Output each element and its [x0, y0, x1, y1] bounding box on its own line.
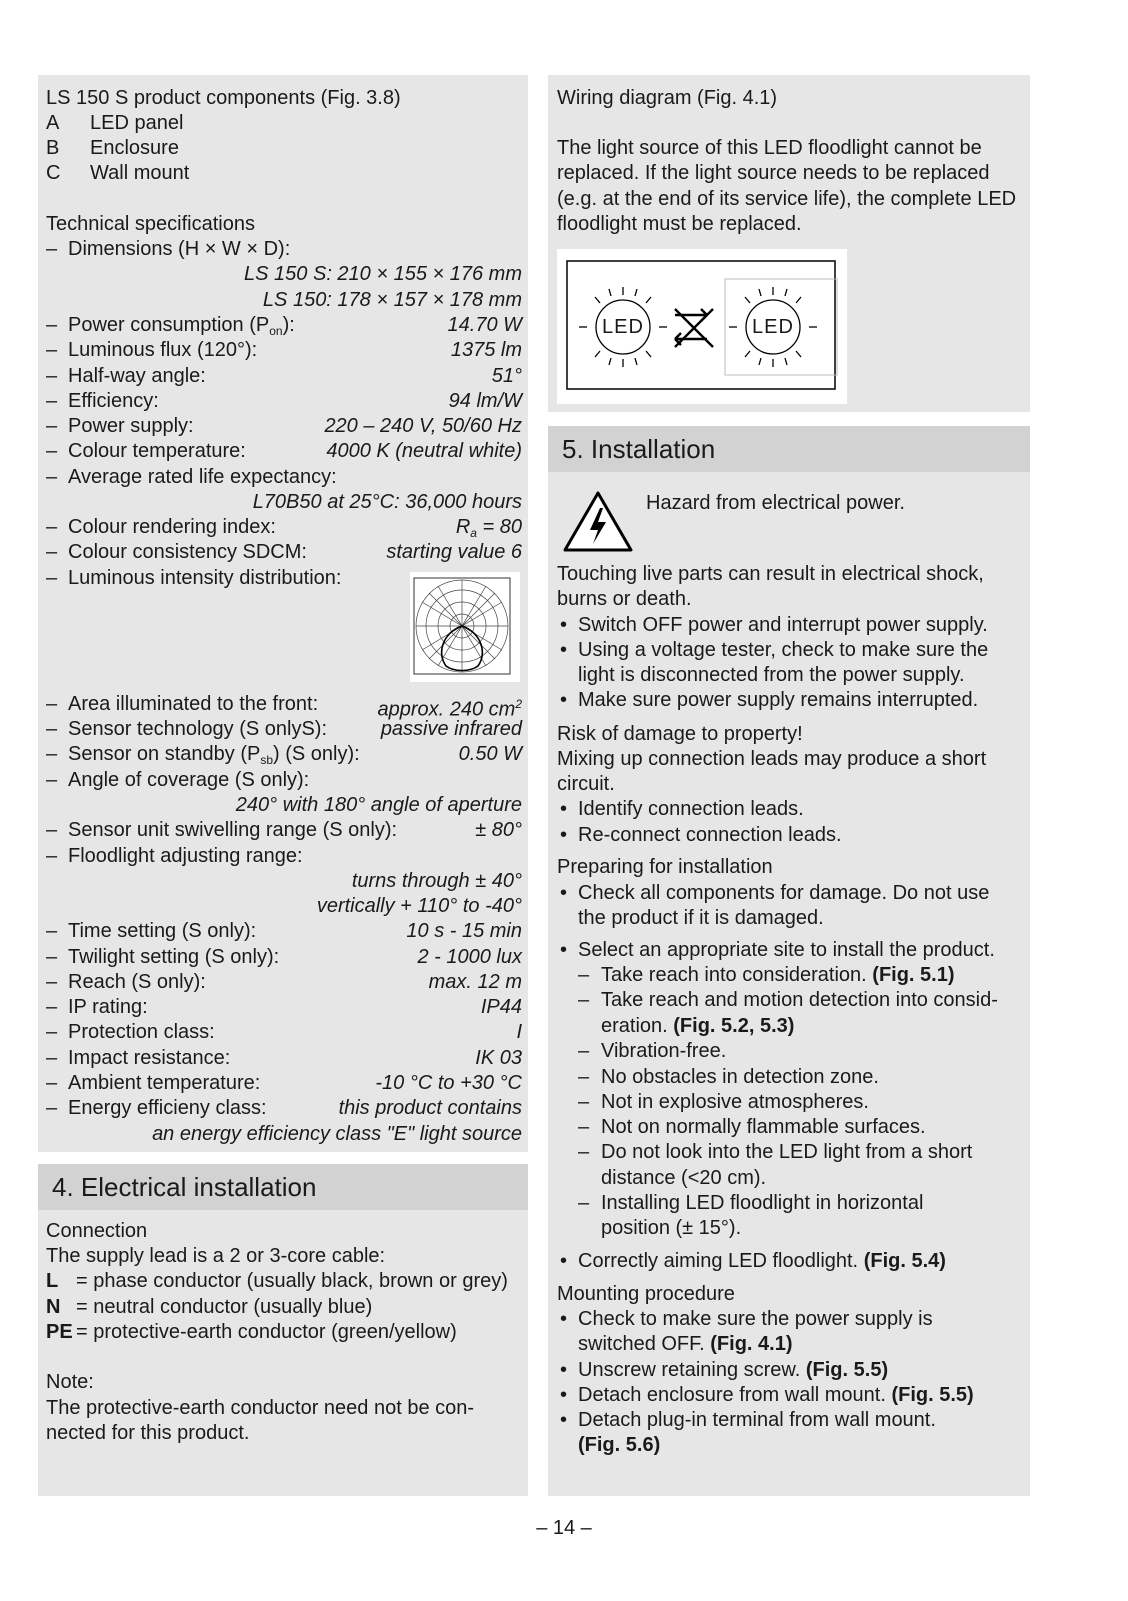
prep-sub-3: Vibration-free. [601, 1040, 727, 1062]
spec-ambient-label: Ambient temperature: [68, 1072, 261, 1094]
luminous-distribution-diagram [410, 572, 520, 682]
note-line-2: nected for this product. [46, 1422, 250, 1444]
spec-dash: – [46, 1021, 58, 1043]
spec-reach-label: Reach (S only): [68, 971, 206, 993]
bullet: • [560, 614, 568, 636]
component-label-c: Wall mount [90, 162, 190, 184]
mount-bullet-2-text: Unscrew retaining screw. [578, 1359, 806, 1381]
power-label-text: Power consumption (P [68, 314, 270, 336]
sub-dash: – [578, 1192, 590, 1214]
spec-swivel-value: ± 80° [475, 819, 522, 841]
sub-dash: – [578, 1066, 590, 1088]
risk-bullet-1: Identify connection leads. [578, 798, 804, 820]
spec-dash: – [46, 567, 58, 589]
prep-bullet-1-l1: Check all components for damage. Do not use [578, 882, 990, 904]
spec-life-value: L70B50 at 25°C: 36,000 hours [252, 491, 522, 513]
prep-sub-2-l1: Take reach and motion detection into consid- [601, 989, 998, 1011]
led-label-right: LED [752, 316, 794, 338]
prep-sub-1-text: Take reach into consideration. [601, 964, 873, 986]
spec-efficiency-label: Efficiency: [68, 390, 159, 412]
spec-colour-temp-label: Colour temperature: [68, 440, 246, 462]
spec-dash: – [46, 365, 58, 387]
spec-halfway-value: 51° [491, 365, 522, 387]
spec-dash: – [46, 743, 58, 765]
spec-dash: – [46, 314, 58, 336]
prep-bullet-1-l2: the product if it is damaged. [578, 907, 824, 929]
spec-distribution-label: Luminous intensity distribution: [68, 567, 342, 589]
spec-dash: – [46, 946, 58, 968]
spec-twilight-value: 2 - 1000 lux [417, 946, 522, 968]
hazard-line-2: burns or death. [557, 588, 692, 610]
conductor-code-n: N [46, 1296, 61, 1318]
spec-dash: – [46, 339, 58, 361]
spec-dimensions-value: LS 150: 178 × 157 × 178 mm [262, 289, 522, 311]
prep-sub-2-l2 [601, 1014, 794, 1038]
prep-sub-5: Not in explosive atmospheres. [601, 1091, 869, 1113]
hazard-bullet-2-l2: light is disconnected from the power supply. [578, 664, 965, 686]
spec-time-value: 10 s - 15 min [406, 920, 522, 942]
prep-sub-8-l1: Installing LED floodlight in horizontal [601, 1192, 924, 1214]
power-label-sub: on [269, 324, 283, 338]
risk-line-1: Mixing up connection leads may produce a short [557, 748, 987, 770]
mount-bullet-1-l2 [578, 1332, 793, 1356]
spec-flux-label: Luminous flux (120°): [68, 339, 258, 361]
prep-sub-1-ref: (Fig. 5.1) [872, 964, 955, 986]
wiring-line-3: (e.g. at the end of its service life), the complete LED [557, 188, 1017, 210]
spec-adjust-label: Floodlight adjusting range: [68, 845, 303, 867]
spec-sdcm-label: Colour consistency SDCM: [68, 541, 307, 563]
led-replacement-icon [557, 249, 847, 404]
spec-dimensions-s-value: LS 150 S: 210 × 155 × 176 mm [244, 263, 522, 285]
spec-adjust-value-2: vertically + 110° to -40° [316, 895, 522, 917]
conductor-code-l: L [46, 1270, 59, 1292]
sub-dash: – [578, 1141, 590, 1163]
component-letter-c: C [46, 162, 61, 184]
mount-bullet-2-ref: (Fig. 5.5) [805, 1359, 889, 1381]
spec-dash: – [46, 390, 58, 412]
mount-bullet-3-ref: (Fig. 5.5) [891, 1384, 974, 1406]
note-line-1: The protective-earth conductor need not be con- [46, 1397, 475, 1419]
hazard-bullet-2-l1: Using a voltage tester, check to make sure the [578, 639, 989, 661]
spec-twilight-label: Twilight setting (S only): [68, 946, 280, 968]
spec-dimensions-label: Dimensions (H × W × D): [68, 238, 291, 260]
prep-sub-6: Not on normally flammable surfaces. [601, 1116, 926, 1138]
cri-end: = 80 [476, 516, 522, 538]
spec-dash: – [46, 1072, 58, 1094]
sub-dash: – [578, 989, 590, 1011]
note-title: Note: [46, 1371, 94, 1393]
bullet: • [560, 939, 568, 961]
standby-sub: sb [260, 753, 274, 767]
spec-time-label: Time setting (S only): [68, 920, 257, 942]
spec-dash: – [46, 238, 58, 260]
conductor-code-pe: PE [46, 1321, 73, 1343]
components-title: LS 150 S product components (Fig. 3.8) [46, 87, 401, 109]
spec-area-label: Area illuminated to the front: [68, 693, 319, 715]
spec-impact-value: IK 03 [475, 1047, 522, 1069]
led-not-replaceable-diagram [557, 249, 847, 404]
component-label-a: LED panel [90, 112, 184, 134]
spec-coverage-label: Angle of coverage (S only): [68, 769, 310, 791]
spec-adjust-value-1: turns through ± 40° [351, 870, 522, 892]
mount-bullet-2 [578, 1358, 888, 1382]
mount-bullet-1-l1: Check to make sure the power supply is [578, 1308, 933, 1330]
spec-dash: – [46, 516, 58, 538]
prep-sub-4: No obstacles in detection zone. [601, 1066, 879, 1088]
area-sup: 2 [515, 697, 522, 711]
spec-colour-temp-value: 4000 K (neutral white) [326, 440, 522, 462]
spec-dash: – [46, 1047, 58, 1069]
specs-title: Technical specifications [46, 213, 255, 235]
mount-bullet-4: Detach plug-in terminal from wall mount. [578, 1409, 936, 1431]
mount-title: Mounting procedure [557, 1283, 735, 1305]
hazard-warning-icon [562, 490, 634, 554]
installation-heading: 5. Installation [548, 426, 1030, 472]
spec-dash: – [46, 466, 58, 488]
mount-bullet-4-ref: (Fig. 5.6) [578, 1434, 661, 1456]
spec-halfway-label: Half-way angle: [68, 365, 206, 387]
page-number: – 14 – [536, 1517, 592, 1539]
hazard-line-1: Touching live parts can result in electrical shock, [557, 563, 984, 585]
prep-sub-1 [601, 963, 955, 987]
component-letter-a: A [46, 112, 60, 134]
spec-dash: – [46, 845, 58, 867]
wiring-title: Wiring diagram (Fig. 4.1) [557, 87, 778, 109]
hazard-bullet-1: Switch OFF power and interrupt power supply. [578, 614, 988, 636]
hazard-title: Hazard from electrical power. [646, 492, 905, 514]
prep-sub-2-text: eration. [601, 1015, 674, 1037]
spec-energy-value-1: this product contains [338, 1097, 522, 1119]
prep-sub-7-l2: distance (<20 cm). [601, 1167, 767, 1189]
spec-swivel-label: Sensor unit swivelling range (S only): [68, 819, 398, 841]
spec-ambient-value: -10 °C to +30 °C [375, 1072, 522, 1094]
mount-bullet-1-ref: (Fig. 4.1) [710, 1333, 793, 1355]
prep-bullet-3-ref: (Fig. 5.4) [863, 1250, 946, 1272]
risk-title: Risk of damage to property! [557, 723, 803, 745]
area-value-text: approx. 240 cm [377, 698, 516, 721]
spec-ip-label: IP rating: [68, 996, 148, 1018]
conductor-text-l: = phase conductor (usually black, brown or grey) [76, 1270, 508, 1292]
spec-impact-label: Impact resistance: [68, 1047, 231, 1069]
prep-sub-2-ref: (Fig. 5.2, 5.3) [673, 1015, 795, 1037]
spec-dash: – [46, 819, 58, 841]
prep-sub-7-l1: Do not look into the LED light from a short [601, 1141, 973, 1163]
spec-sdcm-value: starting value 6 [386, 541, 522, 563]
spec-energy-label: Energy efficieny class: [68, 1097, 267, 1119]
hazard-bullet-3: Make sure power supply remains interrupted. [578, 689, 979, 711]
bullet: • [560, 1359, 568, 1381]
standby-label-text: Sensor on standby (P [68, 743, 261, 765]
electrical-installation-heading: 4. Electrical installation [38, 1164, 528, 1210]
mount-bullet-3-text: Detach enclosure from wall mount. [578, 1384, 892, 1406]
spec-power-value: 14.70 W [447, 314, 522, 336]
connection-title: Connection [46, 1220, 148, 1242]
spec-dash: – [46, 541, 58, 563]
spec-protection-value: I [516, 1021, 522, 1043]
power-label-end: ): [282, 314, 295, 336]
sub-dash: – [578, 964, 590, 986]
sub-dash: – [578, 1116, 590, 1138]
prep-bullet-2: Select an appropriate site to install the product. [578, 939, 995, 961]
connection-text: The supply lead is a 2 or 3-core cable: [46, 1245, 386, 1267]
mount-bullet-1-text: switched OFF. [578, 1333, 711, 1355]
bullet: • [560, 882, 568, 904]
spec-life-label: Average rated life expectancy: [68, 466, 337, 488]
prep-sub-8-l2: position (± 15°). [601, 1217, 742, 1239]
sub-dash: – [578, 1040, 590, 1062]
spec-ip-value: IP44 [480, 996, 522, 1018]
spec-sensor-tech-value: passive infrared [380, 718, 522, 740]
conductor-text-pe: = protective-earth conductor (green/yellow) [76, 1321, 457, 1343]
bullet: • [560, 798, 568, 820]
risk-bullet-2: Re-connect connection leads. [578, 824, 842, 846]
spec-dash: – [46, 920, 58, 942]
component-letter-b: B [46, 137, 60, 159]
prep-bullet-3-text: Correctly aiming LED floodlight. [578, 1250, 864, 1272]
spec-efficiency-value: 94 lm/W [448, 390, 522, 412]
spec-supply-label: Power supply: [68, 415, 194, 437]
spec-dash: – [46, 1097, 58, 1119]
spec-protection-label: Protection class: [68, 1021, 215, 1043]
component-label-b: Enclosure [90, 137, 179, 159]
spec-flux-value: 1375 lm [450, 339, 522, 361]
spec-dash: – [46, 693, 58, 715]
spec-sensor-tech-label: Sensor technology (S onlyS): [68, 718, 328, 740]
bullet: • [560, 639, 568, 661]
wiring-line-2: replaced. If the light source needs to be replaced [557, 162, 990, 184]
bullet: • [560, 1250, 568, 1272]
conductor-text-n: = neutral conductor (usually blue) [76, 1296, 373, 1318]
bullet: • [560, 1409, 568, 1431]
prep-title: Preparing for installation [557, 856, 773, 878]
spec-coverage-value: 240° with 180° angle of aperture [235, 794, 522, 816]
led-label-left: LED [602, 316, 644, 338]
spec-dash: – [46, 415, 58, 437]
bullet: • [560, 1384, 568, 1406]
spec-dash: – [46, 440, 58, 462]
mount-bullet-3 [578, 1383, 974, 1407]
bullet: • [560, 1308, 568, 1330]
spec-standby-value: 0.50 W [458, 743, 522, 765]
bullet: • [560, 824, 568, 846]
risk-line-2: circuit. [557, 773, 615, 795]
spec-energy-value-2: an energy efficiency class "E" light source [152, 1123, 522, 1145]
spec-dash: – [46, 996, 58, 1018]
standby-label-end: ) (S only): [273, 743, 360, 765]
spec-supply-value: 220 – 240 V, 50/60 Hz [324, 415, 522, 437]
prep-bullet-3 [578, 1249, 946, 1273]
spec-cri-label: Colour rendering index: [68, 516, 276, 538]
cri-sub: a [470, 526, 477, 540]
sub-dash: – [578, 1091, 590, 1113]
spec-dash: – [46, 769, 58, 791]
spec-dash: – [46, 718, 58, 740]
polar-chart-icon [410, 572, 520, 682]
spec-dash: – [46, 971, 58, 993]
spec-reach-value: max. 12 m [428, 971, 522, 993]
wiring-line-1: The light source of this LED floodlight cannot be [557, 137, 982, 159]
bullet: • [560, 689, 568, 711]
cri-r: R [455, 516, 471, 538]
wiring-line-4: floodlight must be replaced. [557, 213, 802, 235]
